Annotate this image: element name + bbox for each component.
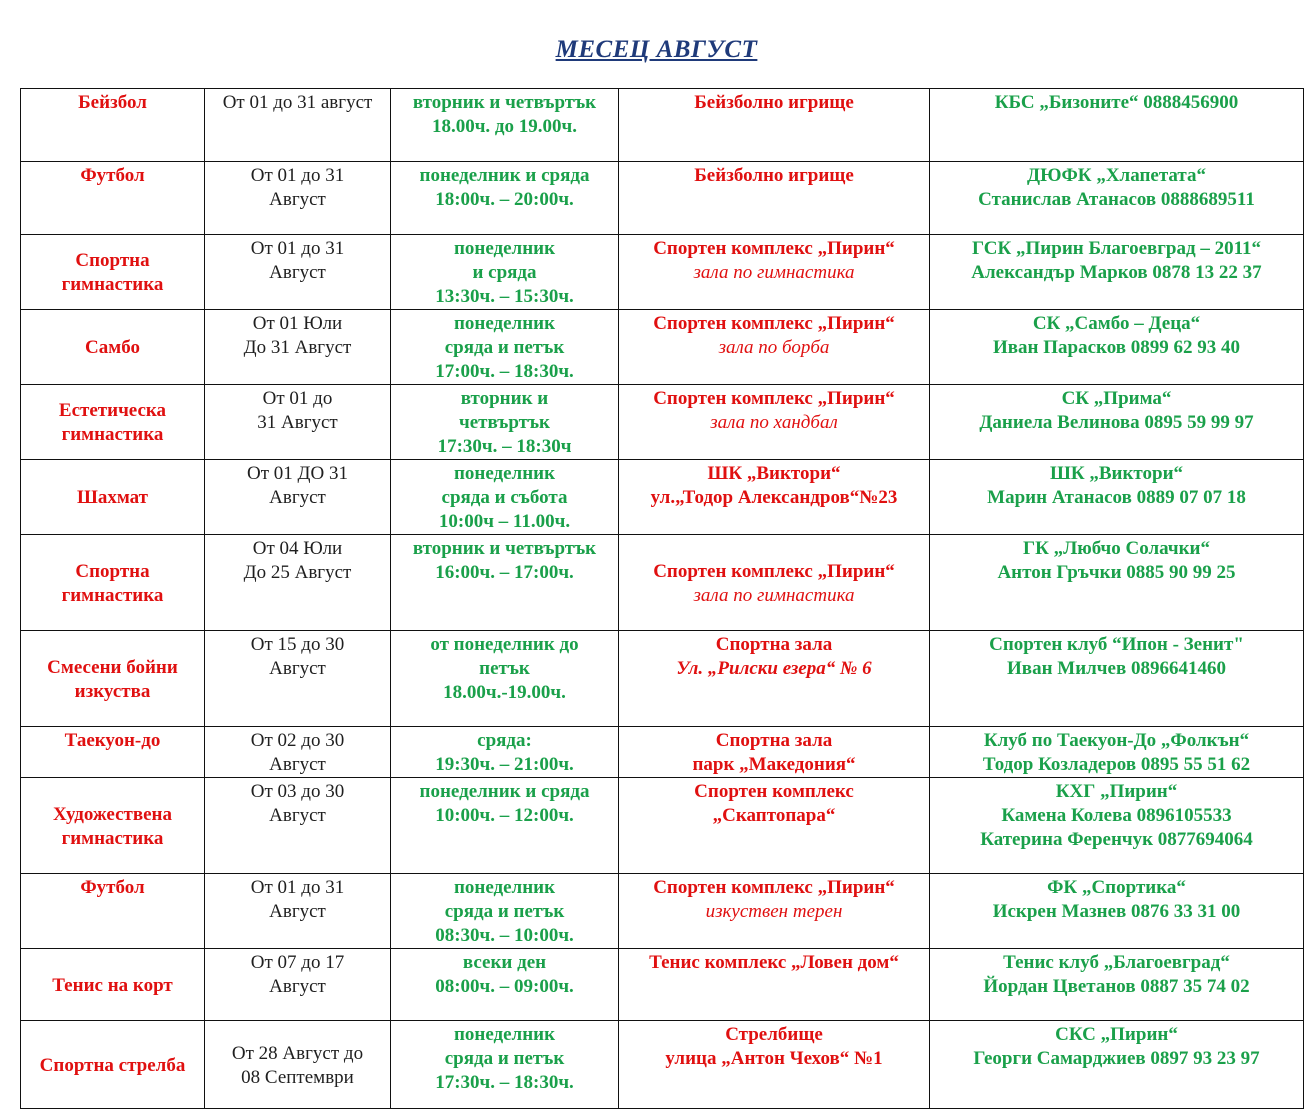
venue-cell	[619, 778, 930, 874]
venue-detail: изкуствен терен	[705, 901, 843, 922]
days-line: 10:00ч – 11.00ч.	[438, 511, 571, 532]
days-line: сряда и петък	[444, 337, 565, 358]
sport-cell	[21, 89, 205, 162]
days-line: 10:00ч. – 12:00ч.	[435, 805, 574, 826]
venue-name: Спортен комплекс „Пирин“	[653, 388, 895, 409]
sport-line: Самбо	[85, 337, 140, 358]
days-line: 19:30ч. – 21:00ч.	[435, 754, 574, 775]
club-line: Станислав Атанасов 0888689511	[978, 189, 1255, 210]
sport-cell	[21, 778, 205, 874]
days-line: вторник и четвъртък	[412, 538, 597, 559]
sport-line: Спортна	[75, 250, 150, 271]
days-line: понеделник и сряда	[419, 781, 590, 802]
sport-cell	[21, 1021, 205, 1109]
table-row	[21, 727, 1304, 778]
venue-name: Спортен комплекс „Пирин“	[653, 560, 895, 582]
days-cell	[391, 89, 619, 162]
days-line: четвъртък	[458, 412, 551, 433]
venue-name: Спортна зала	[715, 634, 833, 655]
table-row	[21, 162, 1304, 235]
period-line: Август	[269, 901, 326, 922]
period-cell	[205, 727, 391, 778]
venue-name: Спортен комплекс „Пирин“	[653, 238, 895, 259]
days-line: 18.00ч. до 19.00ч.	[431, 116, 578, 137]
days-line: вторник и четвъртък	[412, 92, 597, 113]
sport-cell	[21, 949, 205, 1021]
sport-cell	[21, 535, 205, 631]
club-line: ГК „Любчо Солачки“	[1022, 538, 1210, 559]
period-cell	[205, 162, 391, 235]
period-line: От 28 Август до	[231, 1042, 364, 1064]
period-cell	[205, 1021, 391, 1109]
venue-detail: зала по гимнастика	[693, 262, 855, 283]
table-row	[21, 235, 1304, 310]
venue-cell	[619, 385, 930, 460]
days-line: всеки ден	[462, 952, 547, 973]
days-cell	[391, 535, 619, 631]
club-cell	[930, 235, 1304, 310]
sport-line: Футбол	[80, 877, 145, 898]
period-line: От 01 до 31	[250, 877, 345, 898]
period-line: От 01 до 31	[250, 238, 345, 259]
venue-name: Спортна зала	[715, 730, 833, 751]
venue-detail: улица „Антон Чехов“ №1	[665, 1048, 883, 1069]
club-line: Марин Атанасов 0889 07 07 18	[987, 487, 1246, 508]
sport-line: Смесени бойни	[47, 656, 178, 678]
period-line: Август	[269, 262, 326, 283]
sport-cell	[21, 631, 205, 727]
days-line: понеделник	[453, 1024, 556, 1045]
period-line: От 01 Юли	[252, 313, 343, 334]
sport-line: гимнастика	[61, 584, 164, 606]
venue-cell	[619, 460, 930, 535]
period-line: Август	[269, 189, 326, 210]
table-row	[21, 310, 1304, 385]
club-line: КБС „Бизоните“ 0888456900	[994, 92, 1239, 113]
days-line: 17:30ч. – 18:30ч	[437, 436, 572, 457]
club-cell	[930, 1021, 1304, 1109]
sport-cell	[21, 460, 205, 535]
sport-line: Шахмат	[76, 487, 149, 508]
period-line: Август	[269, 487, 326, 508]
venue-name: Бейзболно игрище	[694, 165, 854, 186]
venue-detail: „Скаптопара“	[712, 805, 836, 826]
table-row	[21, 631, 1304, 727]
club-cell	[930, 460, 1304, 535]
days-line: сряда и събота	[441, 487, 568, 508]
days-line: понеделник	[453, 463, 556, 484]
venue-cell	[619, 310, 930, 385]
days-cell	[391, 727, 619, 778]
days-line: 18.00ч.-19.00ч.	[443, 682, 566, 703]
club-line: Тенис клуб „Благоевград“	[1003, 952, 1230, 973]
days-line: 16:00ч. – 17:00ч.	[435, 562, 574, 583]
sport-line: Спортна	[75, 560, 150, 582]
sport-line: Бейзбол	[78, 92, 147, 113]
venue-cell	[619, 235, 930, 310]
club-cell	[930, 631, 1304, 727]
days-cell	[391, 235, 619, 310]
sport-line: гимнастика	[61, 827, 164, 849]
period-line: От 02 до 30	[250, 730, 345, 751]
page-title: МЕСЕЦ АВГУСТ	[555, 36, 758, 63]
venue-name: Тенис комплекс „Ловен дом“	[649, 952, 899, 973]
table-row	[21, 1021, 1304, 1109]
period-line: 31 Август	[257, 412, 338, 433]
table-row	[21, 778, 1304, 874]
period-line: От 07 до 17	[250, 952, 345, 973]
club-cell	[930, 727, 1304, 778]
club-line: Йордан Цветанов 0887 35 74 02	[983, 976, 1250, 997]
days-cell	[391, 385, 619, 460]
sport-line: Естетическа	[58, 400, 167, 421]
club-line: Иван Параcков 0899 62 93 40	[993, 337, 1240, 358]
venue-cell	[619, 89, 930, 162]
days-line: понеделник	[453, 877, 556, 898]
venue-name: Стрелбище	[725, 1024, 823, 1045]
sport-cell	[21, 874, 205, 949]
club-line: ГСК „Пирин Благоевград – 2011“	[971, 238, 1262, 259]
days-line: сряда и петък	[444, 1048, 565, 1069]
period-line: Август	[269, 658, 326, 679]
days-cell	[391, 460, 619, 535]
sport-line: гимнастика	[61, 274, 164, 295]
sport-cell	[21, 385, 205, 460]
period-cell	[205, 235, 391, 310]
venue-detail: парк „Македония“	[692, 754, 856, 775]
schedule-table	[20, 88, 1304, 1109]
club-cell	[930, 535, 1304, 631]
club-cell	[930, 385, 1304, 460]
club-line: Александър Марков 0878 13 22 37	[971, 262, 1262, 283]
venue-name: ШК „Виктори“	[707, 463, 841, 484]
days-cell	[391, 631, 619, 727]
period-line: До 31 Август	[243, 337, 352, 358]
venue-detail: зала по хандбал	[710, 412, 838, 433]
table-row	[21, 535, 1304, 631]
days-line: 17:30ч. – 18:30ч.	[435, 1072, 574, 1093]
days-line: сряда:	[477, 730, 532, 751]
period-line: До 25 Август	[243, 562, 352, 583]
period-line: От 01 до 31	[250, 165, 345, 186]
venue-cell	[619, 535, 930, 631]
days-cell	[391, 874, 619, 949]
period-cell	[205, 385, 391, 460]
days-line: понеделник	[453, 238, 556, 259]
sport-line: Тенис на корт	[52, 974, 173, 996]
period-line: От 03 до 30	[250, 781, 345, 802]
sport-line: Футбол	[80, 165, 145, 186]
venue-cell	[619, 162, 930, 235]
club-cell	[930, 874, 1304, 949]
period-line: Август	[269, 805, 326, 826]
days-cell	[391, 162, 619, 235]
venue-cell	[619, 631, 930, 727]
club-line: Тодор Козладеров 0895 55 51 62	[982, 754, 1251, 775]
club-line: СК „Самбо – Деца“	[1032, 313, 1201, 334]
days-cell	[391, 310, 619, 385]
club-line: Иван Милчев 0896641460	[1007, 658, 1226, 679]
club-line: Камена Колева 0896105533	[1001, 805, 1232, 826]
sport-cell	[21, 310, 205, 385]
period-line: От 01 до	[262, 388, 333, 409]
club-line: ШК „Виктори“	[1049, 463, 1184, 484]
club-line: СКС „Пирин“	[1055, 1024, 1178, 1045]
venue-name: Спортен комплекс „Пирин“	[653, 877, 895, 898]
period-cell	[205, 874, 391, 949]
period-cell	[205, 89, 391, 162]
days-line: 17:00ч. – 18:30ч.	[435, 361, 574, 382]
venue-cell	[619, 1021, 930, 1109]
table-row	[21, 385, 1304, 460]
table-row	[21, 874, 1304, 949]
days-line: сряда и петък	[444, 901, 565, 922]
period-cell	[205, 310, 391, 385]
club-line: Даниела Велинова 0895 59 99 97	[979, 412, 1254, 433]
club-line: Искрен Мазнев 0876 33 31 00	[992, 901, 1241, 922]
venue-cell	[619, 874, 930, 949]
venue-name: Спортен комплекс	[694, 781, 854, 802]
period-line: Август	[269, 976, 326, 997]
period-line: 08 Септември	[241, 1066, 354, 1088]
days-line: 13:30ч. – 15:30ч.	[435, 286, 574, 307]
venue-detail: зала по гимнастика	[693, 584, 855, 606]
period-line: Август	[269, 754, 326, 775]
sport-cell	[21, 727, 205, 778]
venue-detail: зала по борба	[718, 337, 830, 358]
venue-name: Бейзболно игрище	[694, 92, 854, 113]
sport-cell	[21, 162, 205, 235]
club-line: Клуб по Таекуон-До „Фолкън“	[983, 730, 1250, 751]
days-line: и сряда	[472, 262, 537, 283]
period-line: От 15 до 30	[250, 634, 345, 655]
days-cell	[391, 949, 619, 1021]
period-cell	[205, 778, 391, 874]
venue-detail: ул.„Тодор Александров“№23	[650, 487, 898, 508]
club-line: СК „Прима“	[1061, 388, 1172, 409]
club-cell	[930, 310, 1304, 385]
club-line: Георги Самарджиев 0897 93 23 97	[973, 1048, 1260, 1069]
days-cell	[391, 1021, 619, 1109]
days-line: понеделник и сряда	[419, 165, 590, 186]
period-line: От 04 Юли	[252, 538, 343, 559]
sport-cell	[21, 235, 205, 310]
days-line: петък	[479, 658, 530, 679]
club-line: Катерина Ференчук 0877694064	[980, 829, 1253, 850]
club-line: Спортен клуб “Ипон - Зенит"	[989, 634, 1244, 655]
venue-cell	[619, 949, 930, 1021]
table-row	[21, 89, 1304, 162]
period-cell	[205, 535, 391, 631]
venue-detail: Ул. „Рилски езера“ № 6	[676, 658, 872, 679]
days-line: 18:00ч. – 20:00ч.	[435, 189, 574, 210]
club-cell	[930, 89, 1304, 162]
sport-line: гимнастика	[61, 424, 164, 445]
club-cell	[930, 778, 1304, 874]
sport-line: Художествена	[52, 803, 173, 825]
days-line: 08:00ч. – 09:00ч.	[435, 976, 574, 997]
venue-name: Спортен комплекс „Пирин“	[653, 313, 895, 334]
table-row	[21, 460, 1304, 535]
period-cell	[205, 949, 391, 1021]
days-line: понеделник	[453, 313, 556, 334]
venue-cell	[619, 727, 930, 778]
club-line: Антон Гръчки 0885 90 99 25	[997, 562, 1236, 583]
days-cell	[391, 778, 619, 874]
sport-line: Таекуон-до	[64, 730, 161, 751]
sport-line: изкуства	[74, 680, 151, 702]
table-row	[21, 949, 1304, 1021]
club-line: КХГ „Пирин“	[1055, 781, 1178, 802]
club-cell	[930, 162, 1304, 235]
club-line: ДЮФК „Хлапетата“	[1027, 165, 1206, 186]
period-cell	[205, 460, 391, 535]
days-line: 08:30ч. – 10:00ч.	[435, 925, 574, 946]
days-line: от понеделник до	[430, 634, 579, 655]
period-line: От 01 до 31 август	[222, 92, 373, 113]
period-cell	[205, 631, 391, 727]
sport-line: Спортна стрелба	[39, 1054, 186, 1076]
club-cell	[930, 949, 1304, 1021]
days-line: вторник и	[460, 388, 549, 409]
period-line: От 01 ДО 31	[247, 463, 348, 484]
club-line: ФК „Спортика“	[1047, 877, 1186, 898]
